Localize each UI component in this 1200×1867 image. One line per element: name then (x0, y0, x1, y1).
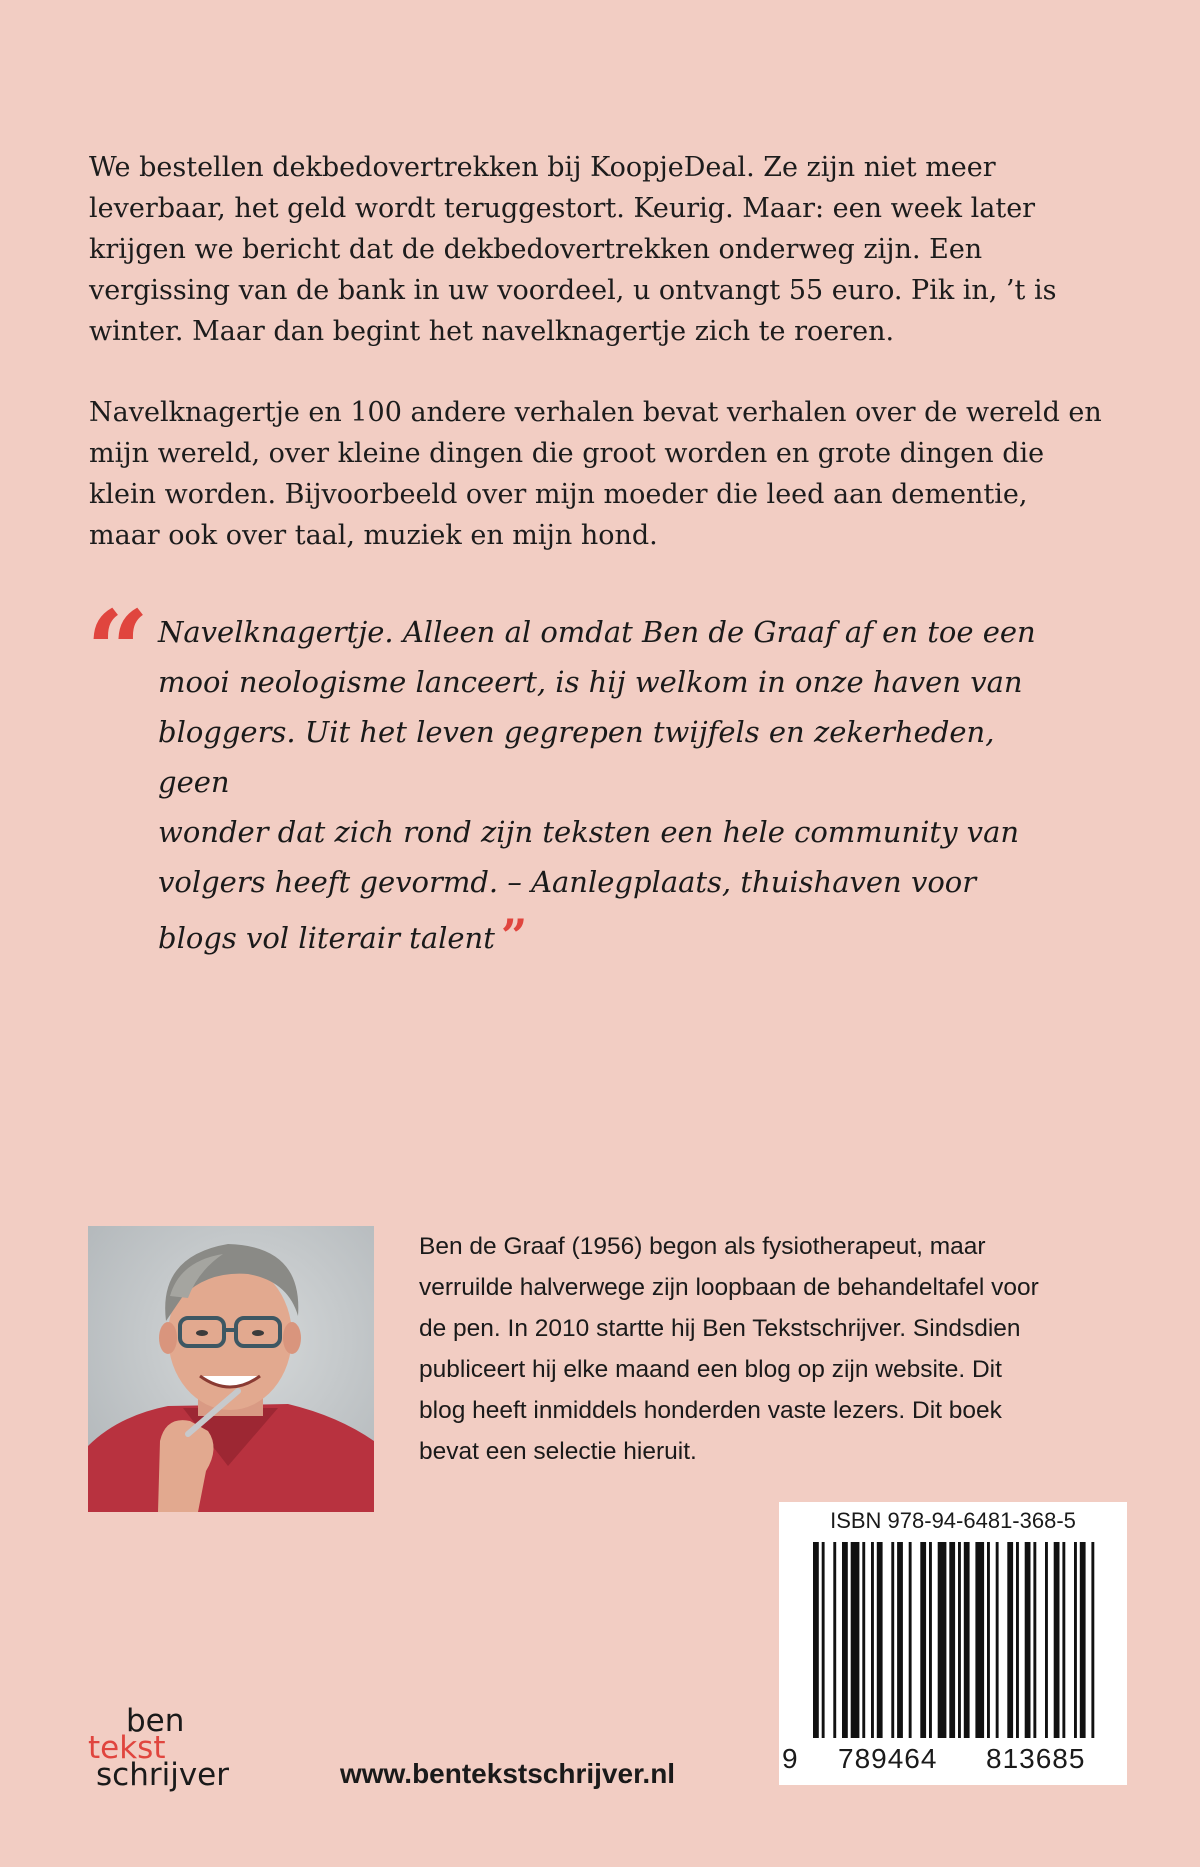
logo-word-ben: ben (126, 1703, 185, 1739)
blurb-paragraph-2: Navelknagertje en 100 andere verhalen bevat verhalen over de wereld en mijn wereld, over kleine dingen die groot worden en grote dingen die klein worden. Bijvoorbeeld over mijn moeder die leed aan dementie, maar ook over taal, muziek en mijn hond. (89, 397, 1102, 551)
barcode-bar (975, 1542, 984, 1738)
close-quote-icon: ” (500, 909, 528, 963)
barcode-bar (813, 1542, 819, 1738)
barcode-bar (987, 1542, 990, 1738)
barcode-bar (1074, 1542, 1077, 1738)
barcode-bar (871, 1542, 874, 1738)
author-photo (88, 1226, 374, 1512)
barcode-bar (1016, 1542, 1019, 1738)
barcode-bar (851, 1542, 860, 1738)
logo-word-schrijver: schrijver (96, 1757, 229, 1793)
barcode-bar (822, 1542, 825, 1738)
barcode-bar (1054, 1542, 1060, 1738)
review-quote (158, 607, 1058, 963)
website-url: www.bentekstschrijver.nl (340, 1758, 676, 1789)
barcode-digits-right: 813685 (983, 1742, 1088, 1776)
barcode-bar (938, 1542, 947, 1738)
barcode-bar (1025, 1542, 1031, 1738)
barcode-bar (1091, 1542, 1094, 1738)
barcode-digit-first: 9 (779, 1742, 802, 1776)
isbn-label: ISBN 978-94-6481-368-5 (830, 1508, 1076, 1533)
open-quote-icon: “ (86, 586, 150, 715)
barcode-bar (1045, 1542, 1048, 1738)
review-quote-text: Navelknagertje. Alleen al omdat Ben de Graaf af en toe een mooi neologisme lanceert, is hij welkom in onze haven van bloggers. Uit het leven gegrepen twijfels en zekerheden, geen wonder dat zich rond zijn teksten een hele community van volgers heeft gevormd. – Aanlegplaats, thuishaven voor blogs vol literair talent (158, 615, 1036, 955)
barcode-bar (920, 1542, 926, 1738)
barcode-bar (842, 1542, 848, 1738)
barcode-bar (877, 1542, 883, 1738)
barcode-bar (862, 1542, 865, 1738)
barcode-bar (833, 1542, 836, 1738)
barcode-bar (909, 1542, 912, 1738)
barcode-bar (964, 1542, 970, 1738)
logo-word-tekst: tekst (88, 1730, 166, 1766)
author-bio: Ben de Graaf (1956) begon als fysiotherapeut, maar verruilde halverwege zijn loopbaan de behandeltafel voor de pen. In 2010 startte hij Ben Tekstschrijver. Sindsdien publiceert hij elke maand een blog op zijn website. Dit blog heeft inmiddels honderden vaste lezers. Dit boek bevat een selectie hieruit. (419, 1233, 1039, 1465)
barcode-bar (897, 1542, 903, 1738)
barcode-digits-left: 789464 (835, 1742, 940, 1776)
author-portrait-image (88, 1226, 374, 1512)
barcode-bar (996, 1542, 999, 1738)
barcode-bar (949, 1542, 955, 1738)
barcode-bar (958, 1542, 961, 1738)
publisher-logo (88, 1700, 288, 1810)
blurb-paragraph-1: We bestellen dekbedovertrekken bij KoopjeDeal. Ze zijn niet meer leverbaar, het geld wordt teruggestort. Keurig. Maar: een week later krijgen we bericht dat de dekbedovertrekken onderweg zijn. Een vergissing van de bank in uw voordeel, u ontvangt 55 euro. Pik in, ’t is winter. Maar dan begint het navelknagertje zich te roeren. (89, 152, 1057, 347)
isbn-barcode-box (779, 1502, 1127, 1785)
barcode-bar (1062, 1542, 1065, 1738)
barcode-bar (1080, 1542, 1086, 1738)
barcode-image (779, 1542, 1127, 1742)
barcode-bar (929, 1542, 932, 1738)
barcode-bar (1033, 1542, 1036, 1738)
barcode-bar (1007, 1542, 1013, 1738)
barcode-bar (891, 1542, 894, 1738)
